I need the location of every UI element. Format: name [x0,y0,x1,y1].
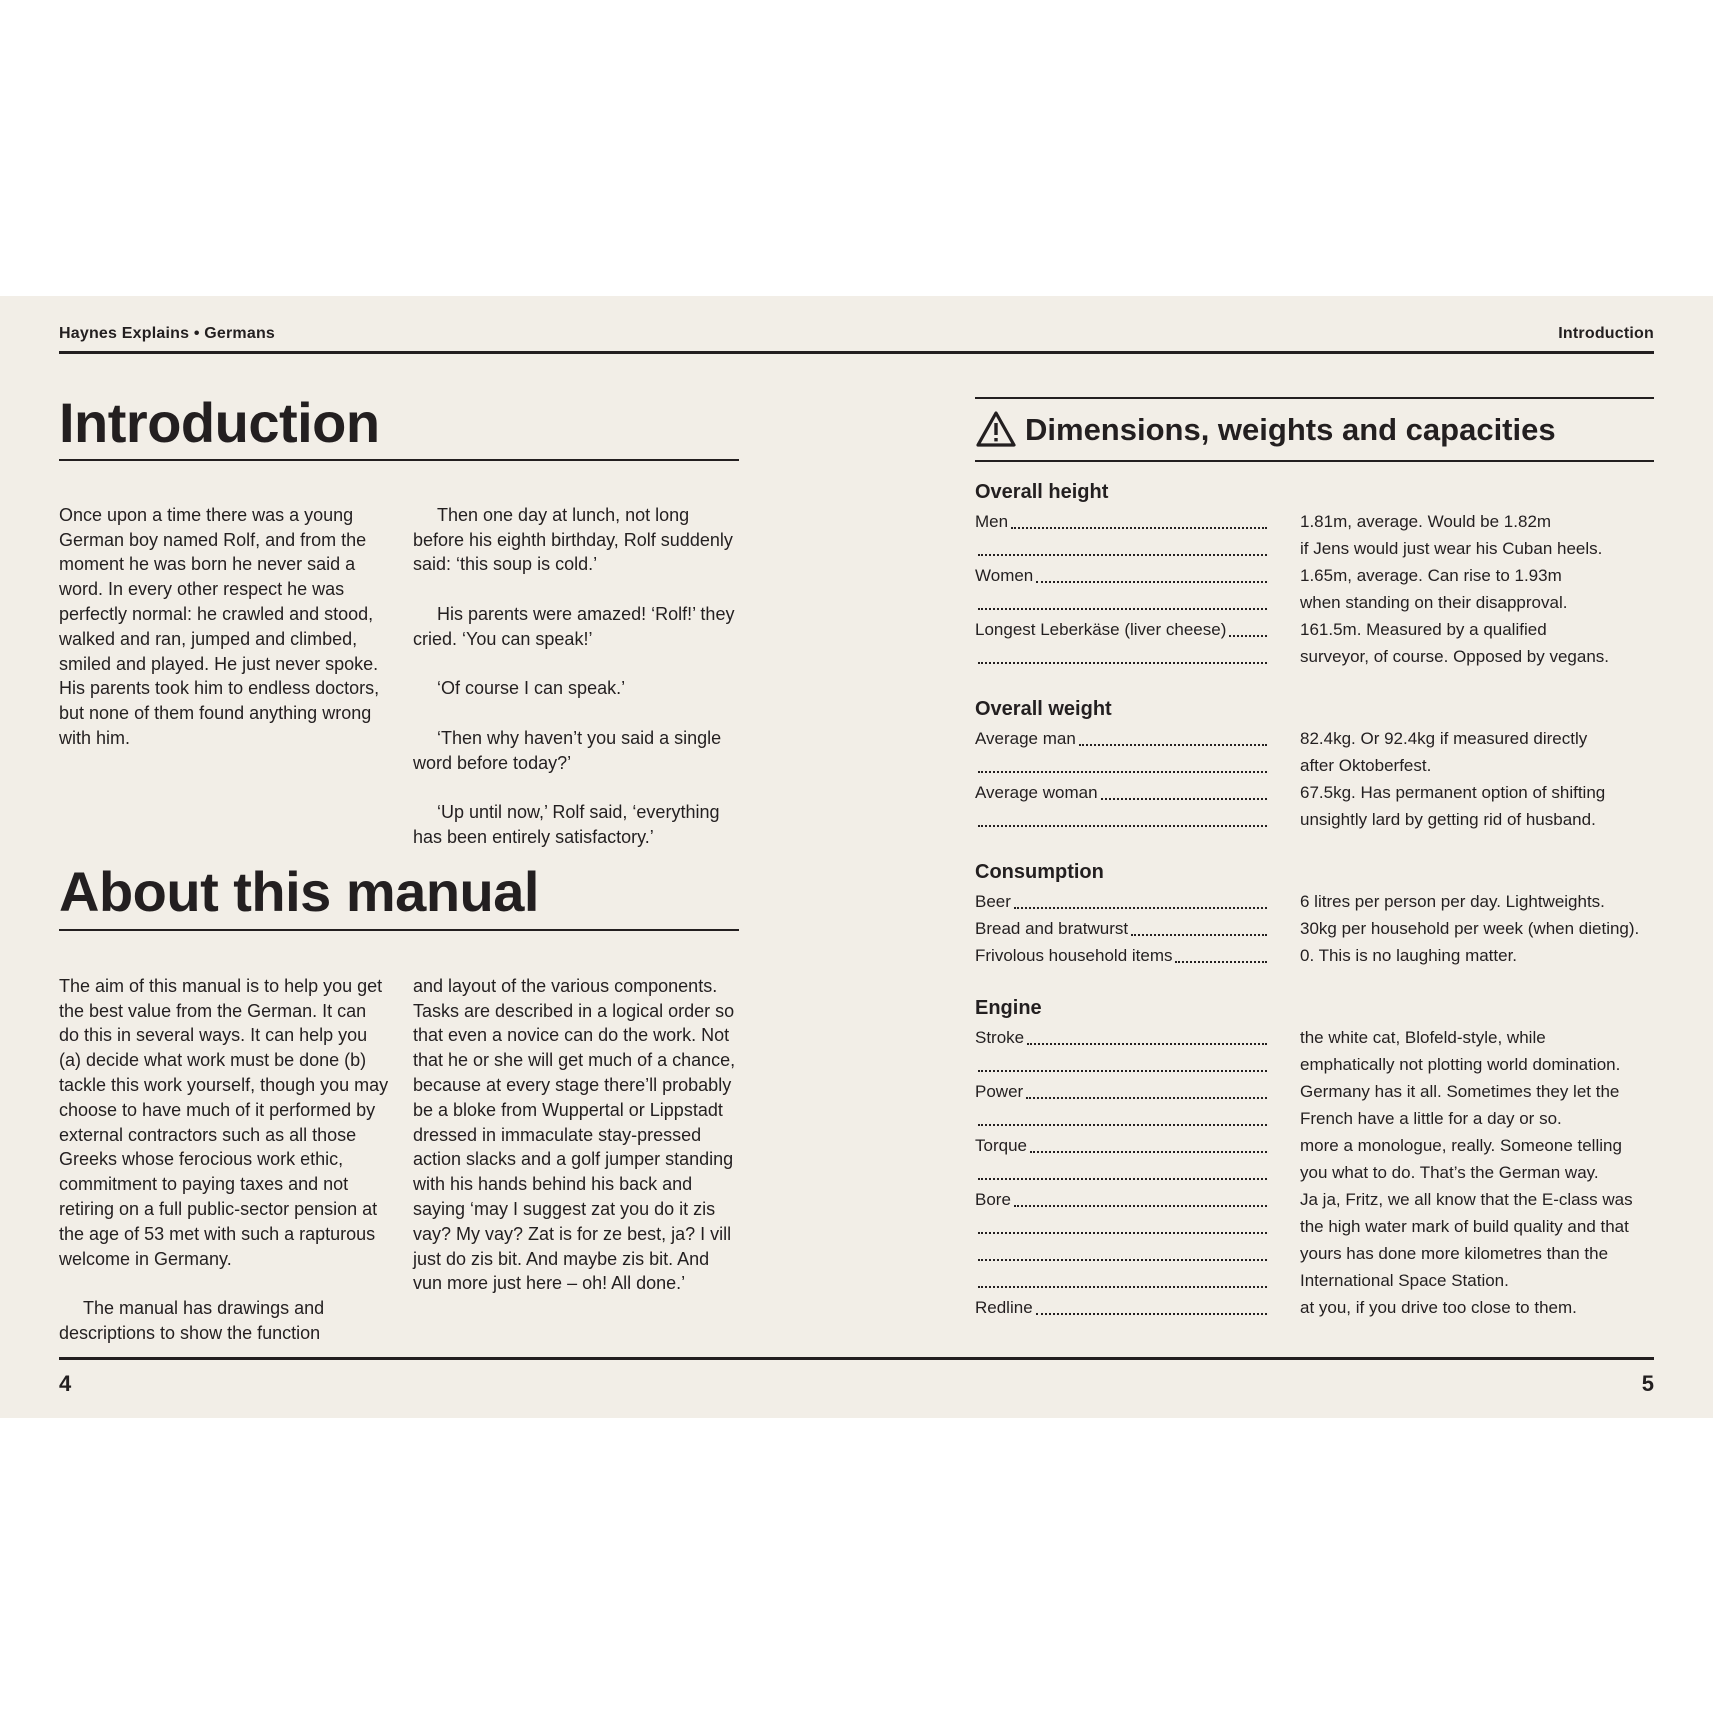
spec-row: International Space Station. [975,1267,1675,1294]
intro-column-2 [413,478,743,875]
intro-paragraph: His parents were amazed! ‘Rolf!’ they cried. ‘You can speak!’ [413,603,735,649]
spec-row: French have a little for a day or so. [975,1105,1675,1132]
spec-row: Women 1.65m, average. Can rise to 1.93m [975,562,1675,589]
intro-paragraph: Once upon a time there was a young German boy named Rolf, and from the moment he was born he never said a word. In every other respect he was perfectly normal: he crawled and stood, walked and ran, jumped and climbed, smiled and played. He just never spoke. His parents took him to endless doctors, but none of them found anything wrong with him. [59,504,380,748]
warning-triangle-icon [975,410,1017,448]
intro-paragraph: ‘Of course I can speak.’ [437,678,626,699]
intro-paragraph: Then one day at lunch, not long before his eighth birthday, Rolf suddenly said: ‘this soup is cold.’ [413,504,733,575]
specs-heading-text: Dimensions, weights and capacities [1025,411,1556,447]
about-paragraph: and layout of the various components. Tasks are described in a logical order so that even a novice can do the work. Not that he or she will get much of a chance, because at every stage there’ll probably be a bloke from Wuppertal or Lippstadt dressed in immaculate stay-pressed action slacks and a golf jumper standing with his hands behind his back and saying ‘may I suggest zat you do it zis vay? My vay? Zat is for ze best, ja? I vill just do zis bit. And maybe zis bit. And vun more just here – oh! All done.’ [413,975,736,1294]
spec-row: Stroke the white cat, Blofeld-style, while [975,1024,1675,1051]
spec-row: Frivolous household items 0. This is no laughing matter. [975,942,1675,969]
spec-row: surveyor, of course. Opposed by vegans. [975,643,1675,670]
page-number-right: 5 [1641,1371,1654,1396]
specs-heading [975,410,1556,448]
header-rule [59,351,1654,354]
spec-row: the high water mark of build quality and that [975,1213,1675,1240]
about-title-rule [59,929,739,931]
spec-row: Average man 82.4kg. Or 92.4kg if measured directly [975,725,1675,752]
specs-top-rule [975,397,1654,399]
spec-row: emphatically not plotting world domination. [975,1051,1675,1078]
spec-row: Power Germany has it all. Sometimes they let the [975,1078,1675,1105]
spec-row: if Jens would just wear his Cuban heels. [975,535,1675,562]
spec-row: you what to do. That’s the German way. [975,1159,1675,1186]
footer-rule [59,1357,1654,1360]
spec-row: Torque more a monologue, really. Someone telling [975,1132,1675,1159]
intro-column-1 [59,478,389,776]
about-title: About this manual [59,860,539,923]
spec-row: yours has done more kilometres than the [975,1240,1675,1267]
spec-row: Beer 6 litres per person per day. Lightweights. [975,888,1675,915]
section-title-overall-height: Overall height [975,481,1109,503]
intro-paragraph: ‘Up until now,’ Rolf said, ‘everything has been entirely satisfactory.’ [413,802,720,848]
spec-row: Redline at you, if you drive too close to them. [975,1294,1675,1321]
section-title-overall-weight: Overall weight [975,698,1112,720]
spec-row: Men 1.81m, average. Would be 1.82m [975,508,1675,535]
intro-title-rule [59,459,739,461]
spec-row: Longest Leberkäse (liver cheese) 161.5m. Measured by a qualified [975,616,1675,643]
section-title-engine: Engine [975,997,1042,1019]
intro-title: Introduction [59,391,380,454]
spec-row: unsightly lard by getting rid of husband. [975,806,1675,833]
section-title-consumption: Consumption [975,861,1104,883]
intro-paragraph: ‘Then why haven’t you said a single word before today?’ [413,727,722,773]
running-head-right: Introduction [1558,325,1654,342]
spec-row: Average woman 67.5kg. Has permanent option of shifting [975,779,1675,806]
spec-row: Bread and bratwurst 30kg per household per week (when dieting). [975,915,1675,942]
about-column-1 [59,949,389,1371]
about-column-2 [413,949,743,1321]
about-paragraph: The aim of this manual is to help you get the best value from the German. It can do this in several ways. It can help you (a) decide what work must be done (b) tackle this work yourself, though you may choose to have much of it performed by external contractors such as all those Greeks whose ferocious work ethic, commitment to paying taxes and not retiring on a full public-sector pension at the age of 53 met with such a rapturous welcome in Germany. [59,975,389,1269]
spec-row: after Oktoberfest. [975,752,1675,779]
page-number-left: 4 [59,1371,72,1396]
running-head-left: Haynes Explains • Germans [59,325,276,342]
about-paragraph: The manual has drawings and descriptions to show the function [59,1298,325,1343]
spec-row: when standing on their disapproval. [975,589,1675,616]
specs-heading-rule [975,460,1654,462]
spec-row: Bore Ja ja, Fritz, we all know that the E-class was [975,1186,1675,1213]
